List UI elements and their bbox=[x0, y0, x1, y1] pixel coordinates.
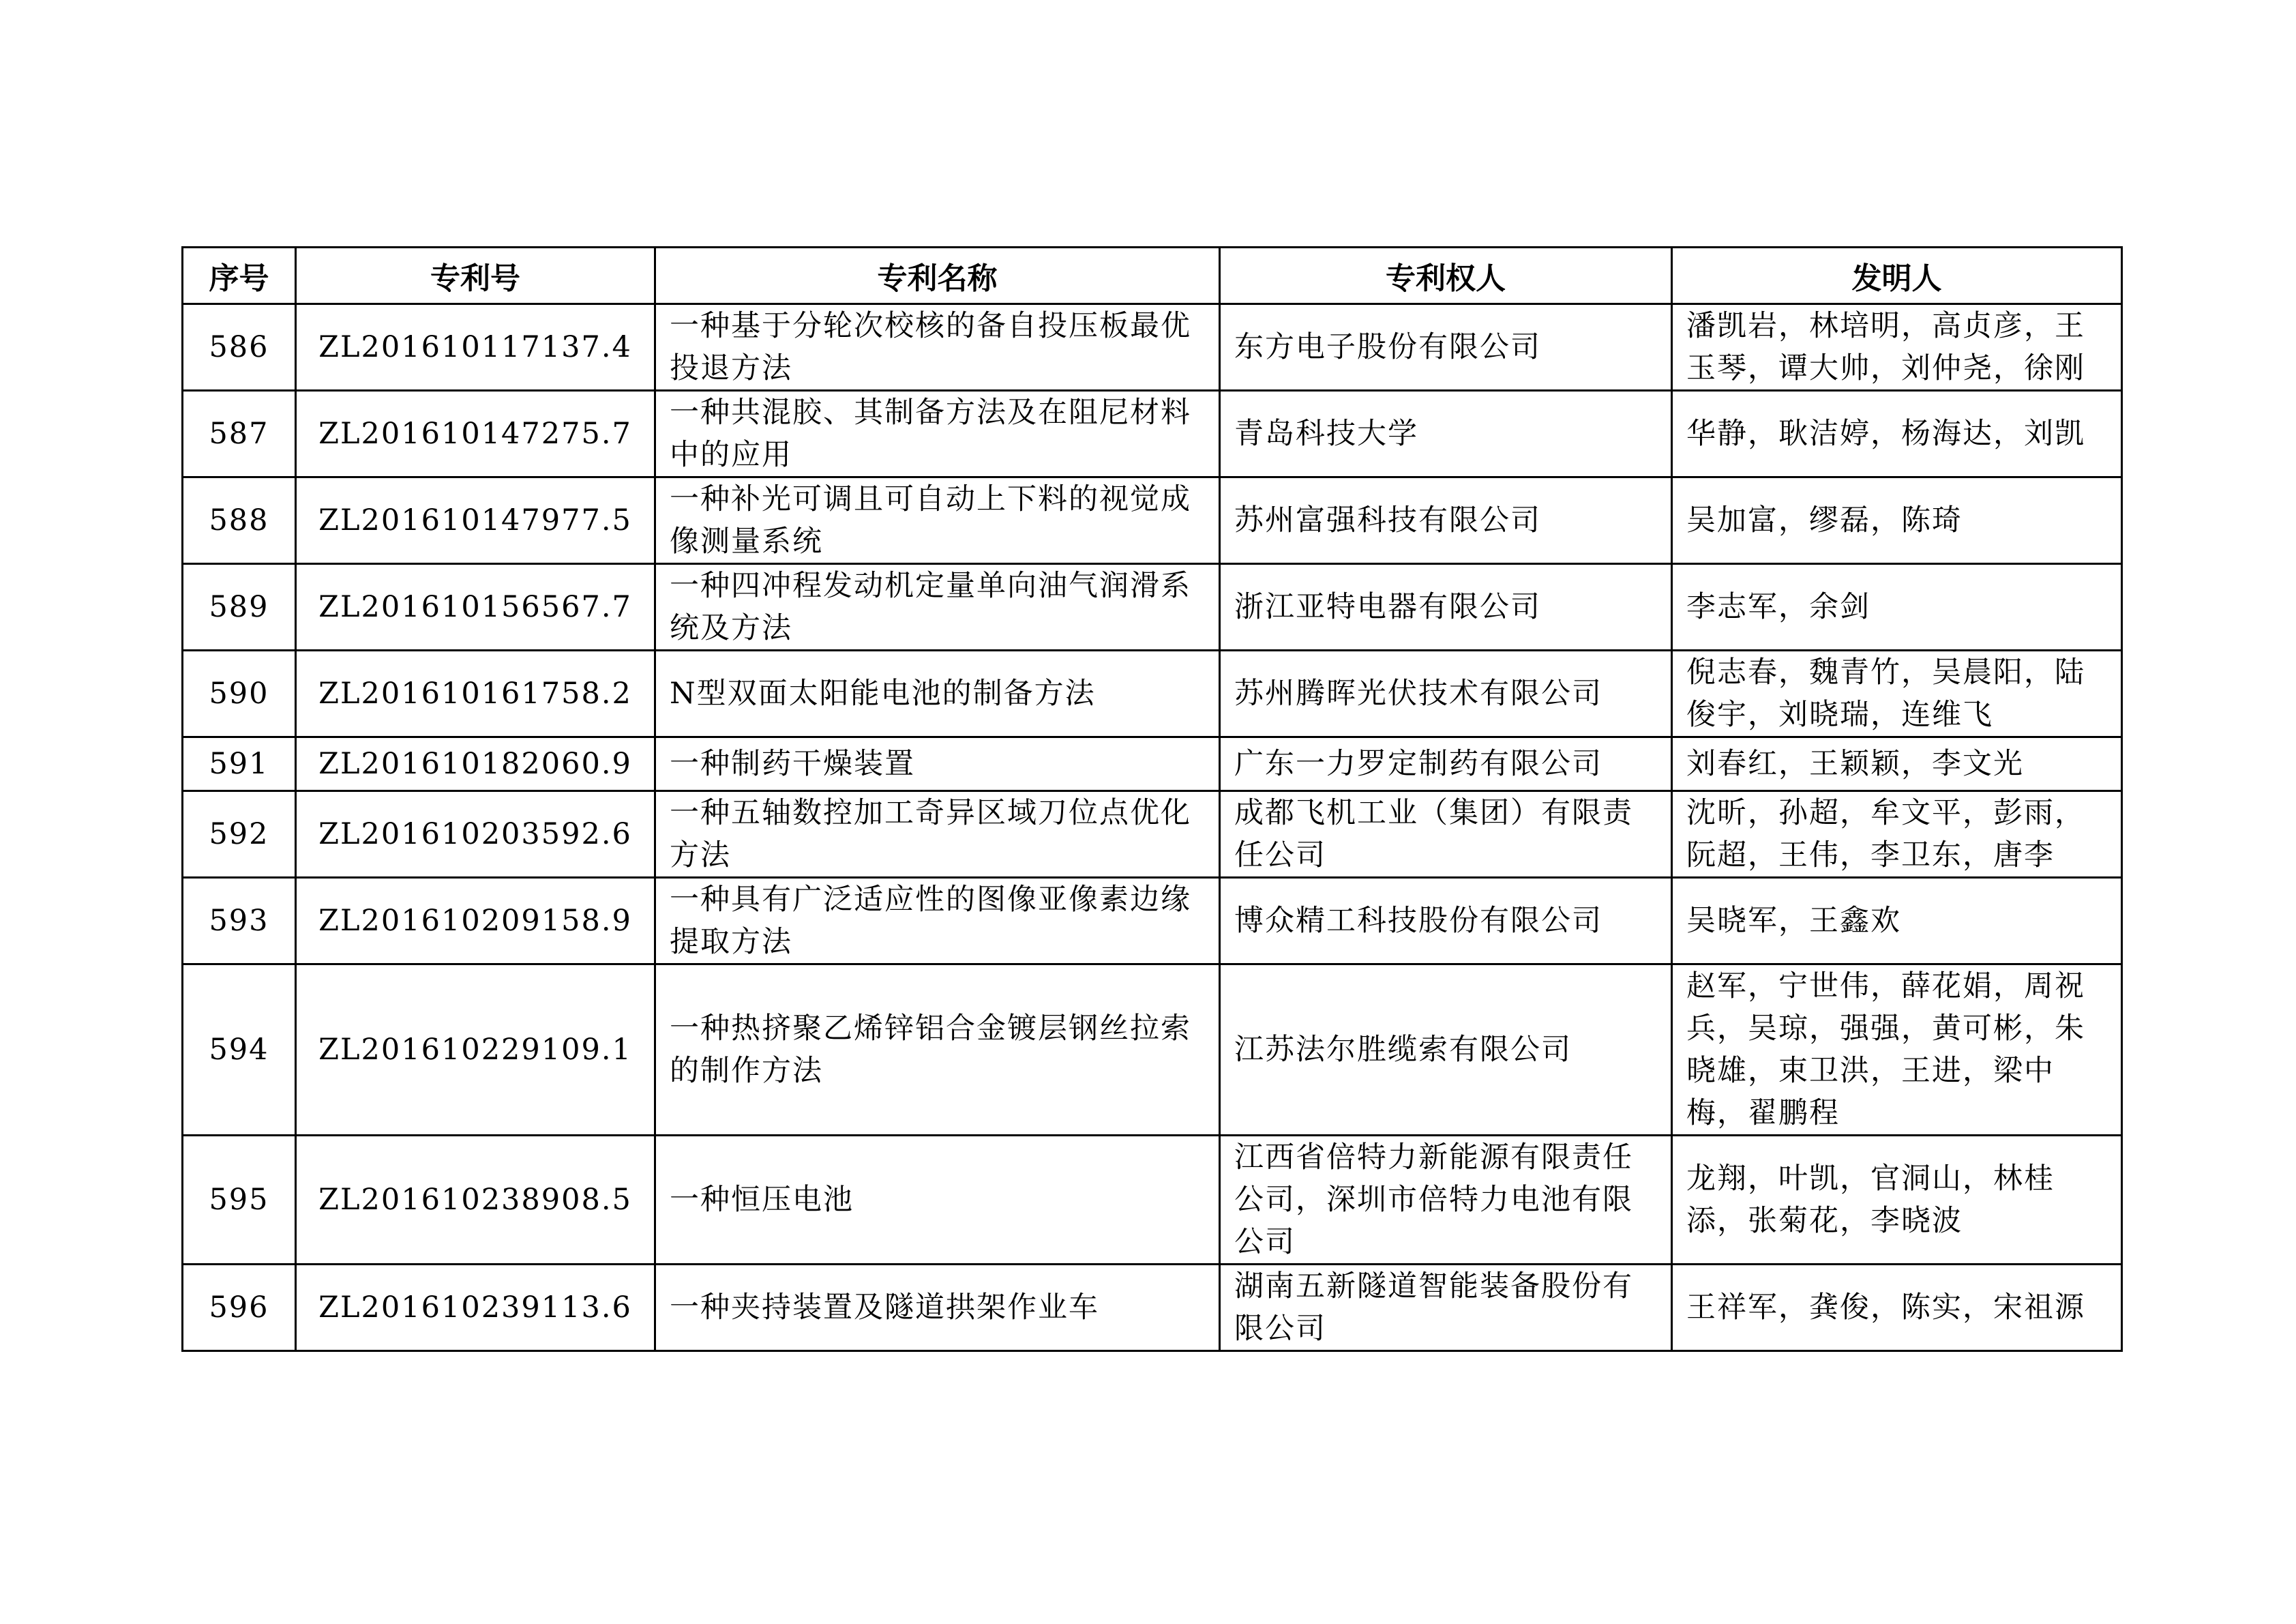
cell-patent-no: ZL201610117137.4 bbox=[296, 304, 655, 391]
cell-title: 一种五轴数控加工奇异区域刀位点优化方法 bbox=[655, 791, 1220, 878]
cell-title: 一种补光可调且可自动上下料的视觉成像测量系统 bbox=[655, 477, 1220, 564]
cell-patent-no: ZL201610229109.1 bbox=[296, 964, 655, 1136]
cell-title: N型双面太阳能电池的制备方法 bbox=[655, 651, 1220, 737]
table-row bbox=[183, 878, 2122, 964]
cell-title: 一种热挤聚乙烯锌铝合金镀层钢丝拉索的制作方法 bbox=[655, 964, 1220, 1136]
cell-inventors: 刘春红，王颖颖，李文光 bbox=[1672, 737, 2122, 791]
cell-inventors: 王祥军，龚俊，陈实，宋祖源 bbox=[1672, 1265, 2122, 1351]
cell-seq: 589 bbox=[183, 564, 296, 651]
table-row bbox=[183, 964, 2122, 1136]
cell-patent-no: ZL201610203592.6 bbox=[296, 791, 655, 878]
header-title: 专利名称 bbox=[655, 248, 1220, 304]
cell-inventors: 倪志春，魏青竹，吴晨阳，陆俊宇，刘晓瑞，连维飞 bbox=[1672, 651, 2122, 737]
cell-title: 一种夹持装置及隧道拱架作业车 bbox=[655, 1265, 1220, 1351]
cell-inventors: 龙翔，叶凯，官洞山，林桂添，张菊花，李晓波 bbox=[1672, 1136, 2122, 1265]
cell-title: 一种具有广泛适应性的图像亚像素边缘提取方法 bbox=[655, 878, 1220, 964]
table-header-row bbox=[183, 248, 2122, 304]
cell-owner: 江苏法尔胜缆索有限公司 bbox=[1220, 964, 1672, 1136]
cell-patent-no: ZL201610182060.9 bbox=[296, 737, 655, 791]
cell-inventors: 华静，耿洁婷，杨海达，刘凯 bbox=[1672, 391, 2122, 477]
cell-owner: 青岛科技大学 bbox=[1220, 391, 1672, 477]
cell-seq: 586 bbox=[183, 304, 296, 391]
cell-title: 一种基于分轮次校核的备自投压板最优投退方法 bbox=[655, 304, 1220, 391]
cell-owner: 苏州富强科技有限公司 bbox=[1220, 477, 1672, 564]
table-row bbox=[183, 651, 2122, 737]
cell-patent-no: ZL201610209158.9 bbox=[296, 878, 655, 964]
table-row bbox=[183, 477, 2122, 564]
cell-owner: 苏州腾晖光伏技术有限公司 bbox=[1220, 651, 1672, 737]
cell-patent-no: ZL201610147977.5 bbox=[296, 477, 655, 564]
cell-owner: 湖南五新隧道智能装备股份有限公司 bbox=[1220, 1265, 1672, 1351]
cell-inventors: 李志军，余剑 bbox=[1672, 564, 2122, 651]
header-inventors: 发明人 bbox=[1672, 248, 2122, 304]
cell-title: 一种制药干燥装置 bbox=[655, 737, 1220, 791]
table-row bbox=[183, 304, 2122, 391]
header-patent-no: 专利号 bbox=[296, 248, 655, 304]
cell-owner: 博众精工科技股份有限公司 bbox=[1220, 878, 1672, 964]
table-row bbox=[183, 1136, 2122, 1265]
cell-owner: 浙江亚特电器有限公司 bbox=[1220, 564, 1672, 651]
cell-owner: 江西省倍特力新能源有限责任公司，深圳市倍特力电池有限公司 bbox=[1220, 1136, 1672, 1265]
cell-owner: 成都飞机工业（集团）有限责任公司 bbox=[1220, 791, 1672, 878]
cell-seq: 591 bbox=[183, 737, 296, 791]
cell-owner: 广东一力罗定制药有限公司 bbox=[1220, 737, 1672, 791]
table-row bbox=[183, 791, 2122, 878]
cell-seq: 594 bbox=[183, 964, 296, 1136]
patent-table bbox=[181, 246, 2123, 1352]
cell-seq: 588 bbox=[183, 477, 296, 564]
cell-patent-no: ZL201610147275.7 bbox=[296, 391, 655, 477]
cell-inventors: 吴加富，缪磊，陈琦 bbox=[1672, 477, 2122, 564]
cell-owner: 东方电子股份有限公司 bbox=[1220, 304, 1672, 391]
table-row bbox=[183, 1265, 2122, 1351]
cell-seq: 587 bbox=[183, 391, 296, 477]
cell-patent-no: ZL201610238908.5 bbox=[296, 1136, 655, 1265]
cell-patent-no: ZL201610156567.7 bbox=[296, 564, 655, 651]
cell-seq: 592 bbox=[183, 791, 296, 878]
cell-seq: 593 bbox=[183, 878, 296, 964]
header-seq: 序号 bbox=[183, 248, 296, 304]
cell-title: 一种恒压电池 bbox=[655, 1136, 1220, 1265]
cell-title: 一种共混胶、其制备方法及在阻尼材料中的应用 bbox=[655, 391, 1220, 477]
table-row bbox=[183, 391, 2122, 477]
cell-seq: 595 bbox=[183, 1136, 296, 1265]
cell-patent-no: ZL201610161758.2 bbox=[296, 651, 655, 737]
table-row bbox=[183, 564, 2122, 651]
cell-inventors: 赵军，宁世伟，薛花娟，周祝兵，吴琼，强强，黄可彬，朱晓雄，束卫洪，王进，梁中梅，翟鹏程 bbox=[1672, 964, 2122, 1136]
cell-seq: 596 bbox=[183, 1265, 296, 1351]
header-owner: 专利权人 bbox=[1220, 248, 1672, 304]
cell-title: 一种四冲程发动机定量单向油气润滑系统及方法 bbox=[655, 564, 1220, 651]
cell-inventors: 沈昕，孙超，牟文平，彭雨，阮超，王伟，李卫东，唐李 bbox=[1672, 791, 2122, 878]
cell-inventors: 吴晓军，王鑫欢 bbox=[1672, 878, 2122, 964]
cell-patent-no: ZL201610239113.6 bbox=[296, 1265, 655, 1351]
table-row bbox=[183, 737, 2122, 791]
cell-inventors: 潘凯岩，林培明，高贞彦，王玉琴，谭大帅，刘仲尧，徐刚 bbox=[1672, 304, 2122, 391]
cell-seq: 590 bbox=[183, 651, 296, 737]
